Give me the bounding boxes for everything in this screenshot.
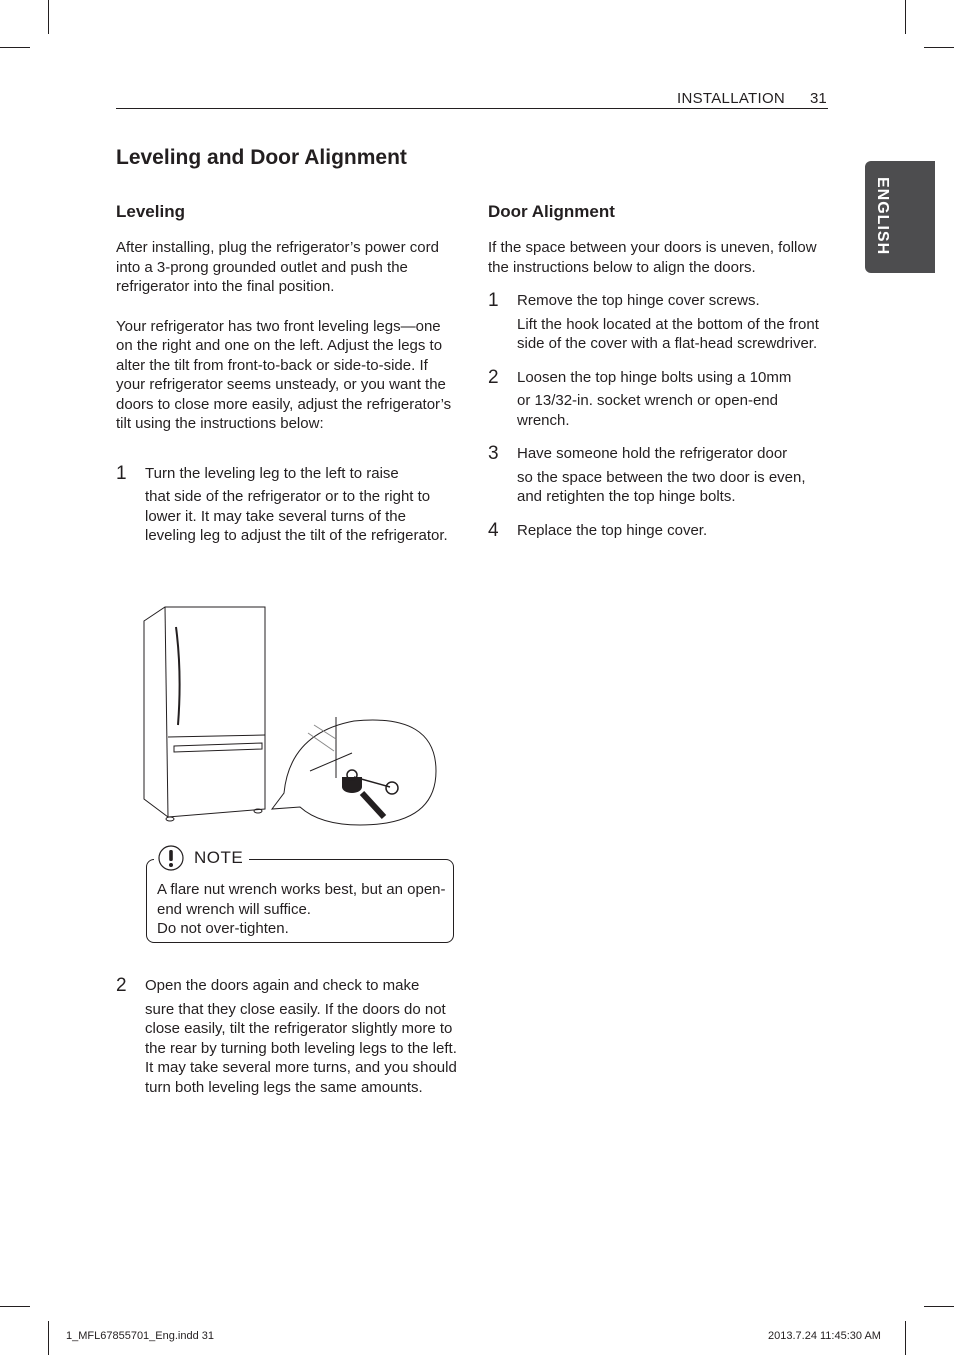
- door-alignment-heading: Door Alignment: [488, 202, 615, 221]
- header-rule: [116, 108, 828, 109]
- crop-mark: [905, 1321, 906, 1355]
- crop-mark: [905, 0, 906, 34]
- leveling-step: [116, 976, 458, 1111]
- step-text: Open the doors again and check to make: [145, 977, 420, 994]
- door-step: [488, 368, 820, 431]
- step-text: Have someone hold the refrigerator door: [517, 445, 788, 462]
- crop-mark: [924, 47, 954, 48]
- fridge-handle: [176, 627, 180, 725]
- step-text: Lift the hook located at the bottom of the front side of the cover with a flat-head screwdriver.: [517, 315, 819, 352]
- step-text: Loosen the top hinge bolts using a 10mm: [517, 368, 792, 386]
- footer-file-name: 1_MFL67855701_Eng.indd 31: [66, 1330, 215, 1342]
- step-number: 4: [488, 519, 499, 541]
- zoom-callout: [272, 720, 436, 825]
- language-tab: [865, 161, 935, 273]
- step-number: 1: [116, 462, 127, 484]
- leveling-step: [116, 464, 458, 546]
- exclamation-icon: [158, 845, 184, 871]
- step-text: so the space between the two door is even, and retighten the top hinge bolts.: [517, 468, 806, 505]
- step-text: Remove the top hinge cover screws.: [517, 292, 760, 309]
- note-header: [154, 844, 249, 872]
- door-alignment-section: [488, 200, 820, 554]
- step-number: 3: [488, 443, 499, 464]
- leveling-heading: Leveling: [116, 202, 185, 221]
- step-text: that side of the refrigerator or to the right to lower it. It may take several turns of the leveling leg to adjust the tilt of the refrigerator.: [145, 488, 448, 544]
- crop-mark: [0, 47, 30, 48]
- leveling-paragraph: After installing, plug the refrigerator’s power cord into a 3-prong grounded outlet and push the refrigerator into the final position.: [116, 239, 439, 295]
- leveling-step-content: [116, 976, 458, 1097]
- refrigerator-leveling-illustration: [140, 603, 440, 829]
- language-tab-label: ENGLISH: [874, 177, 891, 256]
- crop-mark: [0, 1306, 30, 1307]
- note-line: A flare nut wrench works best, but an open-end wrench will suffice.: [157, 881, 446, 918]
- step-text: Turn the leveling leg to the left to raise: [145, 464, 399, 482]
- page-title: Leveling and Door Alignment: [116, 146, 407, 169]
- door-step: [488, 444, 820, 507]
- step-number: 2: [488, 366, 499, 388]
- fridge-body: [144, 607, 265, 817]
- door-step: [488, 521, 820, 541]
- step-text: or 13/32-in. socket wrench or open-end wrench.: [517, 392, 778, 429]
- step-text: Replace the top hinge cover.: [517, 521, 708, 539]
- freezer-handle: [174, 743, 262, 752]
- leveling-paragraph: Your refrigerator has two front leveling legs—one on the right and one on the left. Adjust the legs to alter the tilt from front-to-back or side-to-side. If your refrigerator seems unsteady, or you want the doors to close more easily, adjust the refrigerator’s tilt using the instructions below:: [116, 317, 452, 432]
- step-text: sure that they close easily. If the doors do not close easily, tilt the refrigerator slightly more to the rear by turning both leveling legs to the left. It may take several more turns, and you should turn both leveling legs the same amounts.: [145, 1000, 457, 1096]
- crop-mark: [924, 1306, 954, 1307]
- footer-timestamp: 2013.7.24 11:45:30 AM: [768, 1330, 881, 1342]
- crop-mark: [48, 0, 49, 34]
- page-number: 31: [810, 90, 827, 107]
- note-line: Do not over-tighten.: [157, 920, 289, 937]
- door-step: [488, 291, 820, 354]
- step-number: 2: [116, 975, 127, 996]
- door-alignment-intro: If the space between your doors is uneven, follow the instructions below to align the doors.: [488, 239, 817, 276]
- leveling-section: [116, 200, 458, 560]
- note-text: [157, 880, 447, 939]
- note-label: NOTE: [194, 848, 244, 867]
- crop-mark: [48, 1321, 49, 1355]
- step-number: 1: [488, 290, 499, 311]
- header-section-label: INSTALLATION: [677, 90, 786, 107]
